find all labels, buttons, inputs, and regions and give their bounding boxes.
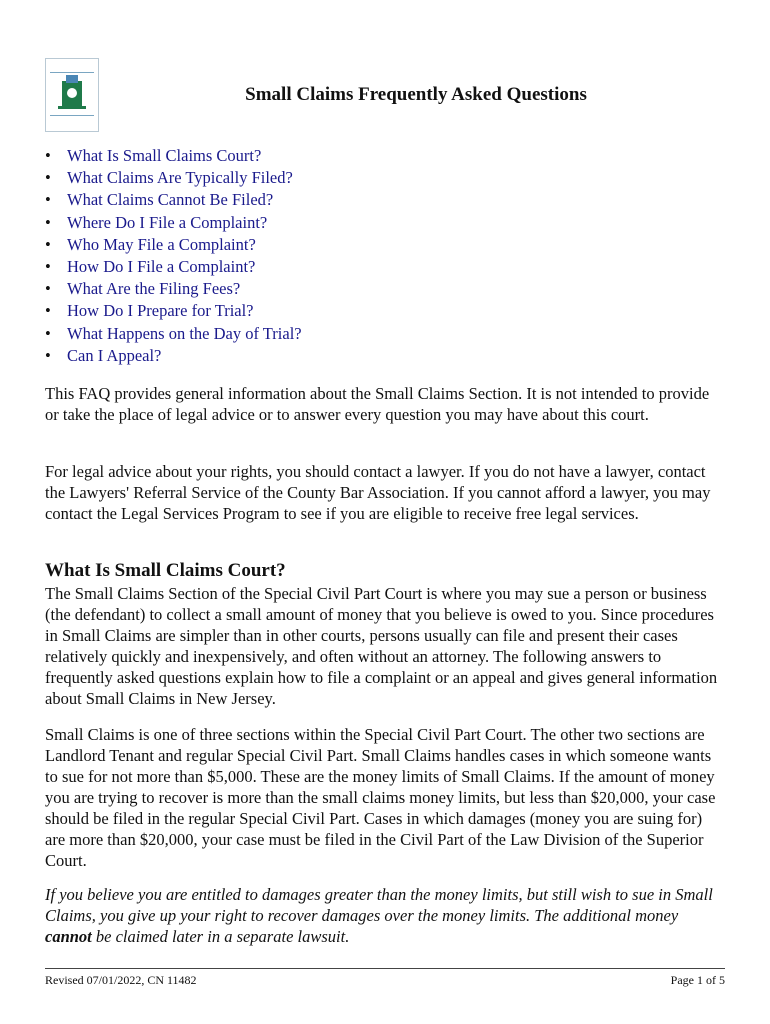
toc-link[interactable]: Where Do I File a Complaint?: [67, 212, 268, 232]
toc-item: [45, 345, 302, 367]
toc-link[interactable]: What Is Small Claims Court?: [67, 146, 262, 165]
intro-paragraph-1: This FAQ provides general information about the Small Claims Section. It is not intended to provide or take the place of legal advice or to answer every question you may have about this court.: [45, 384, 710, 424]
page-title: Small Claims Frequently Asked Questions: [245, 84, 587, 105]
section-heading: What Is Small Claims Court?: [45, 560, 286, 581]
toc-item: [45, 323, 302, 345]
emphasis-cannot: cannot: [45, 927, 92, 946]
toc-link[interactable]: How Do I File a Complaint?: [67, 257, 256, 277]
section-paragraph-3: [45, 884, 725, 947]
intro-paragraph-2: For legal advice about your rights, you should contact a lawyer. If you do not have a lawyer, contact the Lawyers' Referral Service of the County Bar Association. If you cannot afford a lawyer, you may contact the Legal Services Program to see if you are eligible to receive free legal services.: [45, 462, 711, 523]
warning-text-end: be claimed later in a separate lawsuit.: [91, 927, 350, 946]
toc-link[interactable]: Can I Appeal?: [67, 345, 162, 365]
toc-item: [45, 189, 302, 211]
logo-footer-line: [50, 115, 94, 128]
toc-item: [45, 234, 302, 256]
toc-item: [45, 212, 302, 234]
toc-item: [45, 167, 302, 189]
section-paragraph-1: The Small Claims Section of the Special Civil Part Court is where you may sue a person or business (the defendant) to collect a small amount of money that you believe is owed to you. Since procedures in Small Claims are simpler than in other courts, persons usually can file and present their cases relatively quickly and inexpensively, and often without an attorney. The following answers to frequently asked questions explain how to file a complaint or an appeal and gives general information about Small Claims in New Jersey.: [45, 584, 718, 708]
toc-link[interactable]: How Do I Prepare for Trial?: [67, 301, 254, 321]
revision-note: Revised 07/01/2022, CN 11482: [45, 973, 197, 987]
warning-text-start: If you believe you are entitled to damages greater than the money limits, but still wish to sue in Small Claims, you give up your right to recover damages over the money limits. The additional money: [45, 885, 713, 925]
toc-link[interactable]: What Claims Are Typically Filed?: [67, 168, 293, 188]
page-number: Page 1 of 5: [670, 973, 725, 987]
toc-link[interactable]: Who May File a Complaint?: [67, 234, 256, 254]
toc-item: [45, 145, 302, 167]
toc-item: [45, 256, 302, 278]
toc-link[interactable]: What Are the Filing Fees?: [67, 279, 241, 299]
toc-link[interactable]: What Claims Cannot Be Filed?: [67, 190, 274, 210]
toc-item: [45, 300, 302, 322]
section-paragraph-2: Small Claims is one of three sections within the Special Civil Part Court. The other two sections are Landlord Tenant and regular Special Civil Part. Small Claims handles cases in which someone wants to sue for not more than $5,000. These are the money limits of Small Claims. If the amount of money you are trying to recover is more than the small claims money limits, but less than $20,000, your case should be filed in the regular Special Civil Part. Cases in which damages (money you are suing for) are more than $20,000, your case must be filed in the Civil Part of the Law Division of the Superior Court.: [45, 725, 716, 870]
footer-divider: [45, 968, 725, 969]
toc-link[interactable]: What Happens on the Day of Trial?: [67, 323, 302, 343]
table-of-contents: [45, 145, 302, 367]
toc-item: [45, 278, 302, 300]
